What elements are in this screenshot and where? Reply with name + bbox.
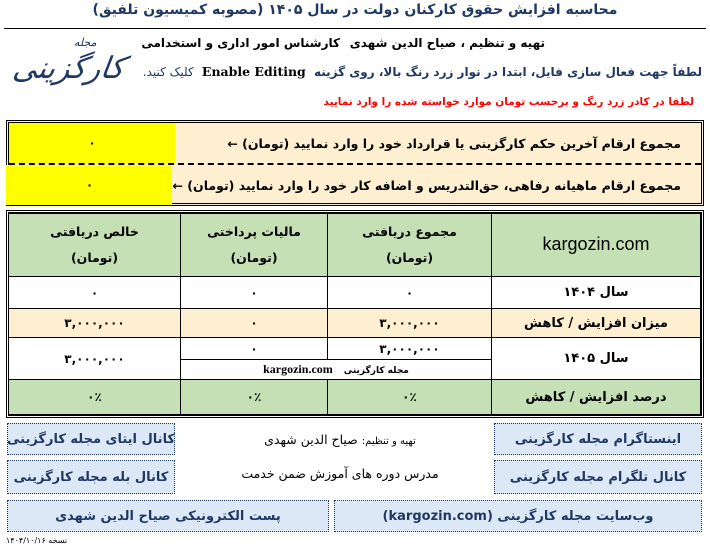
results-table — [8, 213, 701, 415]
table-cell: ۳,۰۰۰,۰۰۰ — [328, 337, 492, 359]
col-title: خالص دریافتی — [50, 223, 139, 239]
col-header-total — [328, 214, 492, 277]
col-unit: (تومان) — [385, 249, 434, 265]
telegram-link[interactable]: کانال تلگرام مجله کارگزینی — [494, 460, 702, 494]
table-cell: ۰ — [9, 276, 181, 308]
salary-input-panel — [6, 120, 704, 206]
table-row — [9, 337, 701, 359]
email-link[interactable]: پست الکترونیکی صیاح الدین شهدی — [7, 500, 329, 532]
table-cell: ۰٪ — [328, 380, 492, 415]
page-title: محاسبه افزایش حقوق کارکنان دولت در سال ۱۴۰۵ (مصوبه کمیسیون تلفیق) — [92, 2, 618, 18]
table-cell: ۳,۰۰۰,۰۰۰ — [328, 309, 492, 337]
table-cell: ۰ — [181, 337, 328, 359]
row-label: سال ۱۴۰۴ — [492, 276, 701, 308]
credit-en: kargozin.com — [263, 362, 333, 377]
table-cell: ۳,۰۰۰,۰۰۰ — [9, 337, 181, 380]
hint-suffix: کلیک کنید. — [142, 65, 194, 79]
brand-cell: kargozin.com — [492, 214, 701, 277]
col-title: مجموع دریافتی — [362, 223, 457, 239]
col-unit: (تومان) — [230, 249, 278, 265]
table-cell: ۰٪ — [9, 380, 181, 415]
col-unit: (تومان) — [70, 249, 119, 265]
input-warning: لطفا در کادر زرد رنگ و برحسب تومان موارد خواسته شده را وارد نمایید — [323, 96, 694, 108]
eitaa-link[interactable]: کانال ایتای مجله کارگزینی — [7, 423, 175, 455]
table-row — [9, 309, 701, 337]
title-divider — [4, 28, 706, 29]
website-link[interactable]: وب‌سایت مجله کارگزینی (kargozin.com) — [334, 500, 702, 532]
col-header-tax — [181, 214, 328, 277]
table-cell: ۰ — [328, 276, 492, 308]
table-cell: ۰ — [181, 309, 328, 337]
hint-prefix: لطفاً جهت فعال سازی فایل، ابتدا در نوار زرد رنگ بالا، روی گزینه — [314, 65, 702, 79]
extras-label: مجموع ارقام ماهیانه رفاهی، حق‌التدریس و اضافه کار خود را وارد نمایید (تومان) ← — [172, 177, 681, 193]
author-role: کارشناس امور اداری و استخدامی — [141, 36, 340, 50]
version-label: نسخه ۱۴۰۴/۱۰/۱۶ — [6, 536, 68, 545]
enable-editing-label: Enable Editing — [201, 64, 306, 79]
author-credit: تهیه و تنظیم ، صیاح الدین شهدی — [349, 36, 545, 50]
row-label: درصد افزایش / کاهش — [492, 380, 701, 415]
table-row — [9, 380, 701, 415]
credit-cell — [181, 360, 492, 380]
input-row-extras — [9, 165, 701, 205]
input-row-base-salary — [9, 123, 701, 163]
footer-author-prefix: تهیه و تنظیم: — [361, 436, 416, 447]
credit-fa: مجله کارگزینی — [343, 366, 409, 377]
base-salary-input[interactable] — [9, 123, 175, 163]
logo-small-text: مجله — [74, 36, 97, 49]
results-table-wrapper — [6, 210, 704, 418]
bale-link[interactable]: کانال بله مجله کارگزینی — [7, 460, 175, 494]
base-salary-label: مجموع ارقام آخرین حکم کارگزینی یا قرارداد خود را وارد نمایید (تومان) ← — [227, 135, 681, 151]
logo-big-text: کارگزینی — [10, 51, 127, 86]
col-title: مالیات پرداختی — [207, 223, 301, 239]
kargozini-logo — [10, 36, 127, 108]
footer-author-title: مدرس دوره های آموزش ضمن خدمت — [241, 466, 439, 481]
table-cell: ۰ — [181, 276, 328, 308]
row-label: سال ۱۴۰۵ — [492, 337, 701, 380]
table-cell: ۳,۰۰۰,۰۰۰ — [9, 309, 181, 337]
enable-editing-hint — [143, 64, 702, 79]
footer-author-name: صیاح الدین شهدی — [264, 432, 358, 447]
table-cell: ۰٪ — [181, 380, 328, 415]
extras-input[interactable] — [6, 165, 172, 205]
instagram-link[interactable]: اینستاگرام مجله کارگزینی — [494, 423, 702, 455]
table-header-row — [9, 214, 701, 277]
row-label: میزان افزایش / کاهش — [492, 309, 701, 337]
col-header-net — [9, 214, 181, 277]
table-row — [9, 276, 701, 308]
footer-author — [190, 432, 490, 447]
